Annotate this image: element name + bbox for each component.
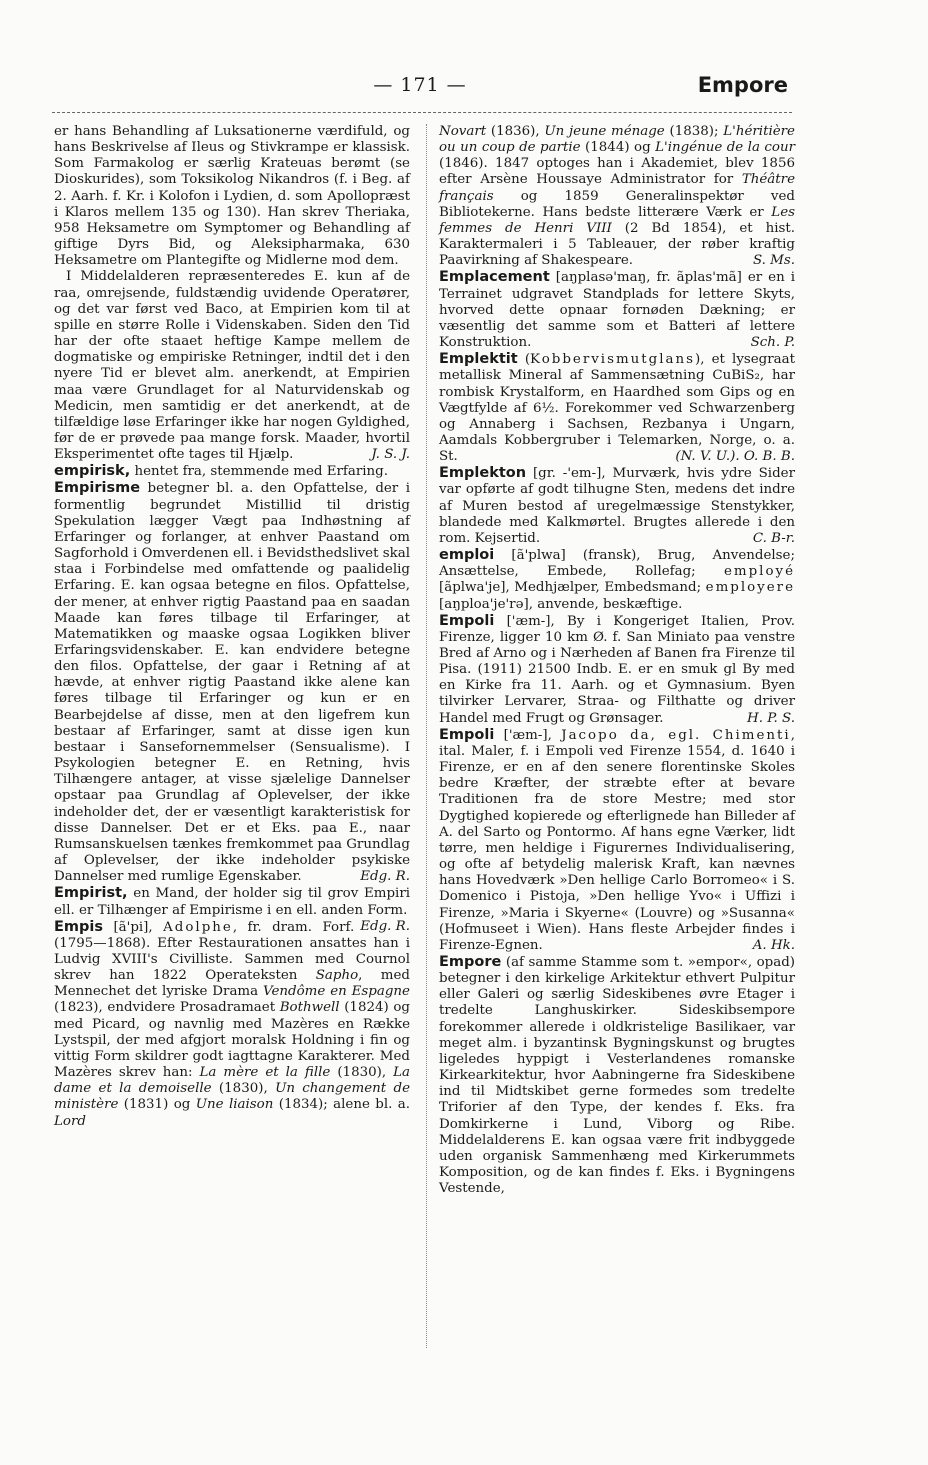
author-signature: S. Ms. [752,253,795,269]
author-signature: J. S. J. [371,447,410,463]
headword: Empoli [439,726,495,743]
entry-text: [ãplwa'je], Medhjælper, Embedsmand; [439,580,706,596]
entry-text: , med Mennechet det lyriske Drama [54,968,410,1000]
headword: Emplekton [439,465,527,482]
work-title: Vendôme en Espagne [263,984,410,1000]
work-title: Bothwell [279,1000,340,1016]
spaced-name: Jacopo da, egl. Chimenti [561,727,791,743]
page-number: — 171 — [373,74,467,96]
entry-text: , ital. Maler, f. i Empoli ved Firenze 1554, d. 1640 i Firenze, er en af den senere florentinske Skoles bedre Kræfter, der stræbte efter at bevare Traditionen fra de store Mestre; med stor Dygtighed kopierede og efterlignede han Billeder af A. del Sarto og Pontormo. Af hans egne Værker, lidt tørre, men heldige i Figurernes Individualisering, og ofte af betydelig malerisk Kraft, kan nævnes hans Hovedværk »Den hellige Carlo Borromeo« i S. Domenico i Pistoja, »Den hellige Yvo« i Uffizi i Firenze, »Maria i Skyerne« (Louvre) og »Susanna« (Hofmuseet i Wien). Hans fleste Arbejder findes i Firenze-Egnen. [439,727,795,953]
work-title: Novart [439,124,487,139]
entry-emplekton [439,465,795,547]
entry-text: , fr. dram. Forf. (1795—1868). Efter Restaurationen ansattes han i Ludvig XVIII's Civilliste. Sammen med Cournol skrev han 1822 Operateksten [54,919,410,984]
headword: Empoli [439,612,495,629]
work-title: La mère et la fille [199,1065,331,1081]
headword: Empore [439,953,502,970]
paragraph-text: I Middelalderen repræsenteredes E. kun af de raa, omrejsende, fuldstændig uvidende Operatører, og det var først ved Baco, at Empirien kom til at spille en større Rolle i Videnskaben. Siden den Tid har der ofte staaet heftige Kampe mellem de dogmatiske og empiriske Retninger, indtil det i den nyere Tid er blevet alm. anerkendt, at Empirien maa være Grundlaget for al Naturvidenskab og Medicin, men samtidig er det anerkendt, at de tilfældige løse Erfaringer ikke har nogen Gyldighed, før de er prøvede paa mange forsk. Maader, hvortil Eksperimentet ofte tages til Hjælp. [54,269,410,463]
author-signature: Edg. R. [360,918,410,934]
paragraph [54,269,410,463]
entry-text: (1830), [211,1081,276,1097]
work-title: Les femmes de Henri VIII [439,204,795,236]
entry-emplacement [439,269,795,351]
left-column [54,124,410,1130]
entry-text: ( [517,352,531,368]
paragraph: er hans Behandling af Luksationerne værdifuld, og hans Beskrivelse af Ileus og Stivkrampe er klassisk. Som Farmakolog er særlig Krateuas berømt (se Dioskurides), som Toksikolog Nikandros (f. i Beg. af 2. Aarh. f. Kr. i Kolofon i Lydien, d. som Apollopræst i Klaros mellem 135 og 130). Han skrev Theriaka, 958 Heksametre om Symptomer og Behandling af giftige Dyrs Bid, og Aleksipharmaka, 630 Heksametre om Plantegifte og Midlerne mod dem. [54,124,410,269]
work-title: L'ingénue de la cour [655,140,795,156]
author-signature: C. B-r. [752,530,795,546]
entry-text: ), et lysegraat metallisk Mineral af Sammensætning CuBiS₂, har rombisk Krystalform, en Haardhed som Gips og en Vægtfylde af 6½. Forekommer ved Schwarzenberg og Annaberg i Sachsen, Rezbanya i Ungarn, Aamdals Kobbergruber i Telemarken, Norge, o. a. St. [439,352,795,465]
author-signature: H. P. S. [747,710,795,726]
entry-text: [ã'plwa] (fransk), Brug, Anvendelse; Ansættelse, Embede, Rollefag; [439,548,795,580]
work-title: Lord [54,1113,86,1129]
entry-empoli-painter [439,727,795,954]
entry-text: (af samme Stamme som t. »empor«, opad) betegner i den kirkelige Arkitektur ethvert Pulpitur eller Galeri og særlig Sideskibenes øvre Etager i tredelte Langhuskirker. Sideskibsempore forekommer allerede i oldkristelige Basilikaer, var meget alm. i byzantinsk Bygningskunst og brugtes ligeledes hyppigt i Vesterlandenes romanske Kirkearkitektur, hvor Aabningerne fra Sideskibene ind til Midtskibet gerne formedes som tredelte Triforier af den Type, der kendes f. Eks. fra Domkirkerne i Lund, Viborg og Ribe. Middelalderens E. kan ogsaa være frit indbyggede uden organisk Sammenhæng med Kirkerummets Komposition, og de kan findes f. Eks. i Bygningens Vestende, [439,954,795,1197]
entry-empore [439,954,795,1197]
entry-text: [ã'pi], [103,919,164,935]
entry-emploi [439,547,795,613]
entry-text: (1823), endvidere Prosadramaet [54,1000,280,1016]
work-title: Une liaison [195,1097,274,1113]
headword: emploi [439,547,495,564]
headword: Empis [54,918,103,935]
entry-text: (1831) og [118,1097,196,1113]
entry-text: (1838); [664,124,724,139]
header-rule [52,112,792,113]
entry-text: (1824) og med Picard, og navnlig med Mazères en Række Lystspil, der med afgjort moralsk Holdning i fin og vittig Form skildrer godt iagttagne Karakterer. Med Mazères skrev han: [54,1000,410,1081]
entry-text: ['æm-], By i Kongeriget Italien, Prov. Firenze, ligger 10 km Ø. f. San Miniato paa venstre Bred af Arno og i Nærheden af Banen fra Firenze til Pisa. (1911) 21500 Indb. E. er en smuk gl By med en Kirke fra 11. Aarh. og et Gymnasium. Byen tilvirker Lervarer, Straa- og Filthatte og driver Handel med Frugt og Grønsager. [439,613,795,726]
entry-text: [gr. -'em-], Murværk, hvis ydre Sider var opførte af godt tilhugne Sten, medens det indre af Muren bestod af uregelmæssige Stenstykker, blandede med Kalkmørtel. Brugtes allerede i den rom. Kejsertid. [439,466,795,546]
entry-text: [aŋplasə'maŋ, fr. ãplas'mã] er en i Terrainet udgravet Standplads for lettere Skyts, hvorved dette opnaar fornøden Dækning; er væsentlig det samme som et Batteri af lettere Konstruktion. [439,270,795,351]
work-title: Théâtre français [439,172,795,204]
entry-text: [aŋploa'je'rə], anvende, beskæftige. [439,596,683,612]
work-title: Un jeune ménage [544,124,665,139]
headword: Emplacement [439,269,550,286]
entry-text: (2 Bd 1854), et hist. Karaktermaleri i 5 Tableauer, der røber kraftig Paavirkning af Shakespeare. [439,220,795,269]
entry-empirisk [54,463,410,480]
entry-empis-continued [439,124,795,269]
entry-text: (1844) og [580,140,656,156]
headword: Empirist, [54,885,128,902]
headword: empirisk, [54,463,131,480]
entry-text: betegner bl. a. den Opfattelse, der i formentlig begrundet Mistillid til dristig Spekulation lægger Vægt paa Indhøstning af Erfaringer og forlanger, at enhver Paastand om Sagforhold i Omverdenen ell. i Bevidsthedslivet skal staa i Forbindelse med omfattende og paalidelig Erfaring. E. kan ogsaa betegne en filos. Opfattelse, der mener, at enhver rigtig Paastand paa en saadan Maade kan føres tilbage til Erfaringer, at Matematikken og maaske ogsaa Logikken bliver Erfaringsvidenskaber. E. kan endvidere betegne den filos. Opfattelse, der gaar i Retning af at hævde, at enhver rigtig Paastand ikke alene kan føres tilbage til Erfaringer og kun er en Bearbejdelse af disse, men at den ligefrem kun bestaar af Erfaringer, samt at disse igen kun bestaar i Sansefornemmelser (Sensualisme). I Psykologien betegner E. en Retning, hvis Tilhængere antager, at visse sjælelige Dannelser opstaar paa Grundlag af Oplevelser, der ikke indeholder det, der er væsentligt karakteristisk for disse Dannelser. Det er et Eks. paa E., naar Rumsanskuelsen tænkes fremkommet paa Grundlag af Oplevelser, der ikke indeholder psykiske Dannelser med rumlige Egenskaber. [54,481,410,885]
entry-empoli-town [439,613,795,727]
entry-empirisme [54,480,410,885]
work-title: Un changement de ministère [54,1081,411,1113]
work-title: La dame et la demoiselle [54,1065,411,1097]
headword: Emplektit [439,351,518,368]
spaced-name: Adolphe [163,919,233,935]
entry-text: og 1859 Generalinspektør ved Bibliotekerne. Hans bedste litterære Værk er [439,188,795,220]
entry-text: en Mand, der holder sig til grov Empiri ell. er Tilhænger af Empirisme i en ell. anden Form. [54,886,410,918]
entry-text: (1830), [330,1065,394,1081]
headword: Empirisme [54,480,141,497]
author-signature: Edg. R. [360,869,410,885]
right-column [439,124,795,1197]
entry-text: hentet fra, stemmende med Erfaring. [130,464,389,480]
entry-emplektit [439,351,795,465]
entry-text: (1846). 1847 optoges han i Akademiet, blev 1856 efter Arsène Houssaye Administrator for [439,156,795,188]
spaced-term: employere [705,580,795,596]
entry-text: ['æm-], [494,727,562,743]
entry-empis [54,919,410,1130]
running-head: Empore [697,73,788,97]
author-signature: (N. V. U.). O. B. B. [675,449,795,465]
author-signature: A. Hk. [752,937,795,953]
work-title: Sapho [315,968,359,984]
spaced-term: employé [723,564,795,580]
work-title: L'héritière ou un coup de partie [439,124,795,156]
page-header [50,74,790,106]
entry-text: (1836), [486,124,545,139]
author-signature: Sch. P. [750,335,795,351]
column-divider [426,124,427,1348]
entry-text: (1834); alene bl. a. [273,1097,410,1113]
spaced-term: Kobbervismutglans [530,352,695,368]
